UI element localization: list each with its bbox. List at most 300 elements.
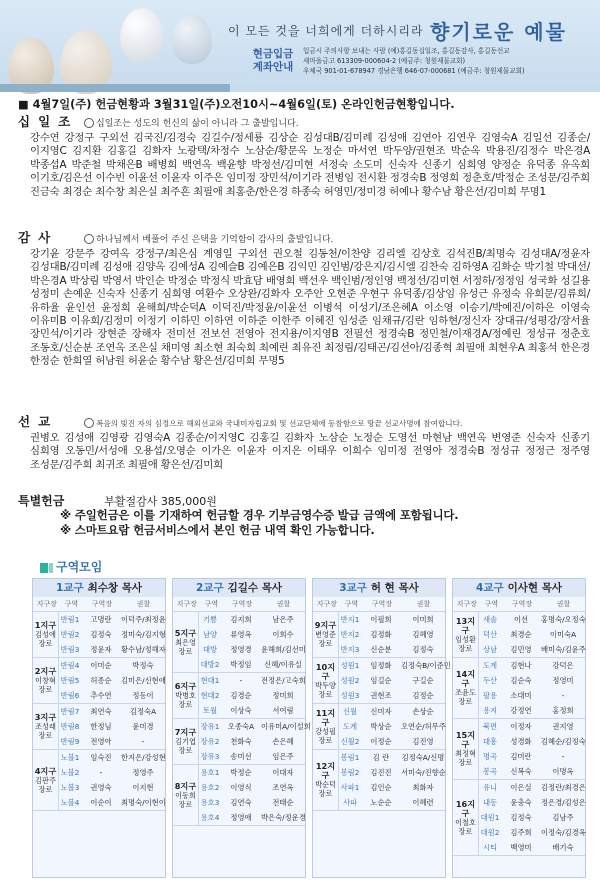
table-edge bbox=[0, 84, 230, 92]
group-leader-title: 장로 bbox=[178, 746, 193, 755]
zone-leader-cell: - bbox=[99, 768, 103, 777]
table-row bbox=[199, 749, 305, 764]
table-row bbox=[339, 704, 445, 719]
table-row bbox=[199, 642, 305, 657]
zone-cell: 신월2 bbox=[340, 736, 360, 746]
zone-cell: 대원1 bbox=[480, 812, 500, 822]
zone-leader-cell: 이순이 bbox=[90, 797, 112, 807]
zone-leader-cell: 허종순 bbox=[90, 675, 112, 685]
region-meeting-title bbox=[40, 558, 102, 575]
zone-cell: 장유1 bbox=[200, 721, 220, 731]
group-leader bbox=[173, 673, 199, 718]
note-line: ※ 스마트요람 헌금서비스에서 본인 헌금 내역 확인 가능합니다. bbox=[60, 523, 375, 537]
district-group bbox=[453, 780, 585, 856]
column-header: 지구장 bbox=[176, 600, 197, 608]
section-title: 십일조 bbox=[18, 114, 79, 129]
zone-cell: 봉곡 bbox=[482, 766, 498, 776]
egg-decoration bbox=[120, 8, 164, 62]
advisor-cell: 김진영 bbox=[412, 736, 434, 746]
group-leader-name: 이철호 bbox=[455, 817, 476, 827]
zone-cell: 반림9 bbox=[60, 736, 80, 746]
zone-cell: 대흥 bbox=[482, 736, 498, 746]
group-number: 16지구 bbox=[455, 798, 476, 818]
advisor-cell: 홍정희 bbox=[552, 705, 574, 715]
column-header: 권찰 bbox=[136, 600, 151, 608]
group-rows bbox=[59, 704, 165, 749]
table-row bbox=[339, 642, 445, 657]
column-headers bbox=[33, 597, 165, 612]
group-leader bbox=[173, 765, 199, 825]
header-banner bbox=[0, 0, 600, 92]
column-header: 구역 bbox=[204, 600, 219, 608]
zone-leader-cell: 윤충숙 bbox=[510, 797, 532, 807]
group-leader bbox=[33, 658, 59, 703]
group-leader-name: 김기엽 bbox=[175, 737, 196, 746]
zone-cell: 반림3 bbox=[60, 644, 80, 654]
zone-cell: 반림1 bbox=[60, 614, 80, 624]
group-leader-name: 변영준 bbox=[315, 630, 336, 639]
table-row bbox=[479, 810, 585, 825]
group-leader-title: 장로 bbox=[318, 689, 333, 699]
advisor-cell: 서미숙/진향순 bbox=[401, 767, 446, 777]
zone-cell: 내동 bbox=[482, 797, 498, 807]
table-row bbox=[59, 673, 165, 688]
zone-cell: 기쁨 bbox=[202, 614, 218, 624]
group-rows bbox=[479, 719, 585, 779]
group-leader bbox=[453, 612, 479, 657]
zone-cell: 반림6 bbox=[60, 690, 80, 700]
table-row bbox=[339, 688, 445, 703]
advisor-cell: 최명숙/이현이 bbox=[121, 797, 166, 807]
group-leader-name: 이창혁 bbox=[35, 676, 56, 685]
advisor-cell: 정동이 bbox=[132, 690, 154, 700]
zone-cell: 반림8 bbox=[60, 721, 80, 731]
column-header: 구역장 bbox=[371, 600, 393, 608]
district-groups bbox=[313, 612, 451, 811]
header-info-line: 입금시 주의사항 보내는 사람 (예)홍길동십일조, 홍길동감사, 홍길동선교 bbox=[303, 47, 510, 55]
zone-leader-cell: 백영미 bbox=[510, 842, 532, 852]
district-group bbox=[173, 673, 305, 719]
group-leader bbox=[313, 750, 339, 810]
zone-leader-cell: 김현나 bbox=[510, 660, 532, 670]
zone-leader-cell: 김미란 bbox=[510, 751, 532, 761]
district-groups bbox=[453, 612, 585, 856]
advisor-cell: 전태순 bbox=[272, 797, 294, 807]
zone-leader-cell: 고명란 bbox=[90, 614, 112, 624]
zone-cell: 반림5 bbox=[60, 675, 80, 685]
zone-leader-cell: 정영경 bbox=[230, 644, 252, 654]
advisor-cell: 이유미A/이설희 bbox=[261, 721, 311, 731]
zone-cell: 성원2 bbox=[340, 675, 360, 685]
advisor-cell: 배기숙 bbox=[552, 842, 574, 852]
advisor-cell: 손상순 bbox=[412, 706, 434, 716]
zone-leader-cell: 추수연 bbox=[90, 690, 112, 700]
advisor-cell: 이희수 bbox=[272, 629, 294, 639]
advisor-cell: - bbox=[561, 691, 565, 700]
zone-cell: 대방 bbox=[202, 644, 218, 654]
zone-cell: 반지2 bbox=[340, 629, 360, 639]
zone-cell: 남양 bbox=[202, 629, 218, 639]
advisor-cell: 이미숙A bbox=[549, 629, 577, 639]
group-number: 2지구 bbox=[34, 666, 57, 676]
table-row bbox=[59, 627, 165, 642]
table-row bbox=[479, 719, 585, 734]
table-row bbox=[199, 673, 305, 688]
column-header: 권찰 bbox=[556, 600, 571, 608]
table-row bbox=[339, 765, 445, 780]
zone-leader-cell: 김진진 bbox=[370, 767, 392, 777]
district-group bbox=[313, 612, 445, 658]
table-row bbox=[339, 780, 445, 795]
column-header: 구역장 bbox=[511, 600, 533, 608]
advisor-cell: 이미희 bbox=[412, 614, 434, 624]
group-leader-name: 박병호 bbox=[175, 691, 196, 700]
group-rows bbox=[199, 673, 305, 718]
zone-cell: 유니 bbox=[482, 782, 498, 792]
group-leader-title: 장로 bbox=[178, 646, 193, 656]
group-number: 10지구 bbox=[315, 661, 336, 681]
table-row bbox=[479, 703, 585, 718]
district-group bbox=[33, 612, 165, 658]
table-row bbox=[199, 780, 305, 795]
zone-leader-cell: 신복숙 bbox=[510, 766, 532, 776]
group-rows bbox=[479, 658, 585, 718]
group-leader-title: 장로 bbox=[458, 758, 473, 767]
advisor-cell: 이지현 bbox=[132, 782, 154, 792]
table-row bbox=[59, 719, 165, 734]
group-rows bbox=[339, 750, 445, 810]
advisor-cell: 임은주 bbox=[272, 751, 294, 761]
zone-leader-cell: 김정숙 bbox=[510, 812, 532, 822]
district-panel bbox=[312, 578, 451, 878]
district-group bbox=[453, 658, 585, 719]
district-group bbox=[173, 765, 305, 826]
district-group bbox=[453, 612, 585, 658]
section-mission bbox=[18, 412, 590, 472]
zone-leader-cell: 김인순 bbox=[370, 782, 392, 792]
zone-leader-cell: 정영애 bbox=[230, 812, 252, 822]
zone-leader-cell: 이정순 bbox=[370, 736, 392, 746]
table-row bbox=[199, 703, 305, 718]
zone-cell: 용지 bbox=[482, 705, 498, 715]
table-row bbox=[479, 612, 585, 627]
zone-leader-cell: 박상순 bbox=[370, 721, 392, 731]
advisor-cell: 전정은/고숙희 bbox=[261, 675, 306, 685]
advisor-cell: 이덕주/최정윤 bbox=[121, 614, 166, 624]
header-info-line: 새마을금고 613309-000604-2 (예금주: 청원제물교회) bbox=[303, 57, 466, 65]
group-leader bbox=[173, 719, 199, 764]
zone-leader-cell: 김정숙 bbox=[90, 629, 112, 639]
district-pastor: 허 현 목사 bbox=[370, 582, 419, 594]
advisor-cell: 정영주 bbox=[132, 767, 154, 777]
group-rows bbox=[479, 612, 585, 657]
advisor-cell: 신혜/이유실 bbox=[264, 659, 302, 669]
zone-leader-cell: 박정임 bbox=[230, 659, 252, 669]
group-number: 11지구 bbox=[315, 707, 336, 727]
zone-leader-cell: 임정화 bbox=[370, 660, 392, 670]
group-leader-title: 장로 bbox=[178, 700, 193, 709]
zone-leader-cell: 임길순 bbox=[370, 675, 392, 685]
district-pastor: 김길수 목사 bbox=[227, 582, 282, 594]
group-leader-name: 강성필 bbox=[315, 726, 336, 736]
group-number: 5지구 bbox=[174, 627, 197, 638]
zone-leader-cell: 노순순 bbox=[370, 797, 392, 807]
advisor-cell: 오연순/허무주 bbox=[401, 721, 446, 731]
zone-cell: 봉림2 bbox=[340, 767, 360, 777]
group-rows bbox=[479, 780, 585, 855]
column-header: 권찰 bbox=[416, 600, 431, 608]
zone-cell: 상남 bbox=[482, 644, 498, 654]
zone-leader-cell: 송미선 bbox=[230, 751, 252, 761]
table-row bbox=[59, 780, 165, 795]
group-leader bbox=[453, 658, 479, 718]
offering-summary-heading: ■ 4월7일(주) 헌금현황과 3월31일(주)오전10시~4월6일(토) 온라인헌금현황입니다. bbox=[18, 98, 455, 111]
table-row bbox=[339, 795, 445, 810]
advisor-cell: 김정란/최경은 bbox=[541, 782, 586, 792]
advisor-cell: 정은경/김성은 bbox=[541, 797, 586, 807]
zone-cell: 성원3 bbox=[340, 690, 360, 700]
group-rows bbox=[59, 658, 165, 703]
zone-cell: 사파 bbox=[342, 797, 358, 807]
section-title: 감사 bbox=[18, 230, 59, 245]
advisor-cell: 배미숙/김윤주 bbox=[541, 644, 586, 654]
zone-leader-cell: 신미자 bbox=[370, 706, 392, 716]
section-desc: 하나님께서 베풀어 주신 은택을 기억함이 감사의 출발입니다. bbox=[96, 235, 334, 245]
zone-cell: 현대2 bbox=[200, 690, 220, 700]
group-leader-title: 장로 bbox=[458, 826, 473, 836]
group-leader bbox=[173, 612, 199, 672]
group-leader bbox=[313, 658, 339, 703]
zone-cell: 반지1 bbox=[340, 614, 360, 624]
zone-leader-cell: 이정자 bbox=[510, 721, 532, 731]
zone-cell: 봉림1 bbox=[340, 752, 360, 762]
advisor-cell: 조연옥 bbox=[272, 782, 294, 792]
table-row bbox=[339, 658, 451, 673]
table-row bbox=[59, 612, 165, 627]
district-pastor: 최수창 목사 bbox=[87, 582, 142, 594]
table-row bbox=[479, 795, 585, 810]
district-group bbox=[453, 719, 585, 780]
advisor-cell: 이대자 bbox=[272, 767, 294, 777]
group-leader-name: 이동희 bbox=[175, 790, 196, 800]
zone-cell: 반림2 bbox=[60, 629, 80, 639]
advisor-cell: 윤해희/김선미 bbox=[261, 644, 306, 654]
zone-leader-cell: 이은실 bbox=[510, 782, 532, 792]
zone-leader-cell: 정윤자 bbox=[90, 644, 112, 654]
table-row bbox=[339, 612, 445, 627]
zone-cell: 두산 bbox=[482, 675, 498, 685]
zone-cell: 용호2 bbox=[200, 782, 220, 792]
advisor-cell: 김정숙A/신명 bbox=[401, 752, 445, 762]
table-row bbox=[479, 825, 585, 840]
advisor-cell: 정미희 bbox=[272, 690, 294, 700]
group-leader-title: 장로 bbox=[178, 799, 193, 809]
zone-cell: 용호1 bbox=[200, 767, 220, 777]
section-desc: 십일조는 성도의 헌신의 삶이 아니라 그 출발입니다. bbox=[96, 119, 299, 129]
table-row bbox=[339, 719, 445, 734]
advisor-cell: 김정숙A bbox=[129, 706, 157, 716]
district-header bbox=[33, 579, 165, 597]
section-desc: 복음의 빛진 자의 심정으로 해외선교와 국내미자립교회 및 선교단체에 동참함으로 땅끝 선교사명에 참여합니다. bbox=[96, 419, 463, 428]
group-leader-title: 장로 bbox=[38, 731, 53, 740]
column-header: 구역장 bbox=[91, 600, 113, 608]
zone-cell: 도계 bbox=[482, 660, 498, 670]
district-group bbox=[313, 658, 451, 704]
advisor-cell: 정영미 bbox=[552, 675, 574, 685]
zone-cell: 대원2 bbox=[480, 827, 500, 837]
district-group bbox=[33, 658, 165, 704]
name-list: 권병오 김성애 김영광 김영숙A 김종순/이지영C 김홍길 김화자 노삼순 노정순 도영선 마현남 백연옥 변영준 신숙자 신종기 심희영 오동민/서성애 오용섭/오영순 이가은 이윤자 이지은 이태우 이희수 임미정 전영아 정경숙B 정성규 정정근 정주영 조성문/김주희 최귀조 최필애 황은선/김미희 bbox=[30, 432, 590, 471]
advisor-cell: 김혜순/김정숙 bbox=[541, 736, 586, 746]
group-number: 6지구 bbox=[174, 681, 197, 691]
zone-cell: 용호4 bbox=[200, 812, 220, 822]
zone-leader-cell: 김순숙 bbox=[510, 675, 532, 685]
advisor-cell: 김미은/신현애 bbox=[121, 675, 166, 685]
group-rows bbox=[59, 750, 165, 810]
column-header: 구역 bbox=[64, 600, 79, 608]
circle-icon bbox=[84, 418, 94, 428]
group-leader bbox=[33, 704, 59, 749]
group-leader-name: 최정혁 bbox=[455, 749, 476, 758]
table-row bbox=[199, 765, 305, 780]
group-rows bbox=[199, 719, 311, 764]
table-row bbox=[479, 764, 585, 779]
advisor-cell: 박정숙 bbox=[132, 660, 154, 670]
table-row bbox=[479, 734, 585, 749]
zone-leader-cell: 임숙진 bbox=[90, 752, 112, 762]
egg-decoration bbox=[172, 14, 212, 64]
zone-leader-cell: 최연숙 bbox=[90, 706, 112, 716]
zone-cell: 용호3 bbox=[200, 797, 220, 807]
zone-leader-cell: 신순분 bbox=[370, 644, 392, 654]
district-group bbox=[313, 750, 445, 811]
advisor-cell: 김정순 bbox=[412, 690, 434, 700]
header-account-info bbox=[303, 46, 595, 76]
zone-cell: 북면 bbox=[482, 721, 498, 731]
advisor-cell: 정미숙/김지형 bbox=[121, 629, 166, 639]
circle-icon bbox=[84, 118, 94, 128]
group-leader bbox=[33, 750, 59, 810]
table-row bbox=[479, 780, 585, 795]
group-leader bbox=[453, 719, 479, 779]
table-row bbox=[339, 734, 445, 749]
zone-cell: 장유2 bbox=[200, 736, 220, 746]
zone-cell: 성원1 bbox=[340, 660, 360, 670]
group-number: 3지구 bbox=[34, 712, 57, 722]
header-info-line: 우체국 901-01-678947 경남은행 646-07-000681 (예금주: 청원제물교회) bbox=[303, 67, 525, 75]
group-leader-title: 장로 bbox=[458, 643, 473, 653]
column-header: 구역 bbox=[344, 600, 359, 608]
table-row bbox=[199, 627, 305, 642]
zone-leader-cell: 김민영 bbox=[510, 644, 532, 654]
zone-cell: 새솔 bbox=[482, 614, 498, 624]
zone-cell: 현대1 bbox=[200, 675, 220, 685]
table-row bbox=[479, 642, 585, 657]
advisor-cell: - bbox=[141, 737, 145, 746]
column-header: 구역 bbox=[484, 600, 499, 608]
group-rows bbox=[339, 704, 445, 749]
note-line: ※ 주일헌금은 이를 기재하여 헌금할 경우 기부금영수증 발급 금액에 포함됩니다. bbox=[60, 508, 459, 522]
group-leader bbox=[313, 704, 339, 749]
district-group bbox=[313, 704, 445, 750]
table-row bbox=[339, 673, 445, 688]
zone-cell: 사파1 bbox=[340, 782, 360, 792]
zone-leader-cell: 김연숙 bbox=[230, 797, 252, 807]
table-row bbox=[199, 688, 305, 703]
column-header: 구역장 bbox=[231, 600, 253, 608]
zone-cell: 신월 bbox=[342, 706, 358, 716]
group-number: 9지구 bbox=[314, 620, 337, 630]
group-leader-title: 장로 bbox=[318, 639, 333, 648]
group-number: 1지구 bbox=[34, 620, 57, 630]
zone-leader-cell: - bbox=[239, 676, 243, 685]
zone-leader-cell: 이미순 bbox=[90, 660, 112, 670]
table-row bbox=[479, 658, 585, 673]
zone-leader-cell: 이필희 bbox=[370, 614, 392, 624]
section-header bbox=[18, 112, 590, 130]
zone-leader-cell: 한정님 bbox=[90, 721, 112, 731]
district-header bbox=[173, 579, 305, 597]
advisor-cell: 윤미경 bbox=[132, 721, 154, 731]
district-group bbox=[173, 612, 305, 673]
zone-cell: 노블2 bbox=[60, 767, 80, 777]
table-row bbox=[339, 627, 445, 642]
region-meeting-label: 구역모임 bbox=[56, 560, 103, 574]
advisor-cell: 김혜영 bbox=[412, 629, 434, 639]
advisor-cell: 최화자 bbox=[412, 782, 434, 792]
district-panel bbox=[172, 578, 311, 878]
group-number: 15지구 bbox=[455, 730, 476, 749]
table-row bbox=[59, 704, 165, 719]
column-header: 지구장 bbox=[36, 600, 57, 608]
group-leader bbox=[33, 612, 59, 657]
column-header: 지구장 bbox=[316, 600, 337, 608]
table-row bbox=[199, 795, 305, 810]
zone-leader-cell: 김 란 bbox=[372, 752, 390, 762]
zone-cell: 반지3 bbox=[340, 644, 360, 654]
group-leader-title: 장로 bbox=[318, 735, 333, 745]
zone-cell: 도계 bbox=[342, 721, 358, 731]
zone-leader-cell: 성경화 bbox=[510, 736, 532, 746]
group-rows bbox=[339, 612, 445, 657]
special-offering-value: 부활절감사 385,000원 bbox=[104, 495, 217, 508]
advisor-cell: 김남주 bbox=[552, 812, 574, 822]
advisor-cell: 권지영 bbox=[552, 721, 574, 731]
table-row bbox=[59, 750, 165, 765]
zone-leader-cell: 박정순 bbox=[230, 767, 252, 777]
advisor-cell: 이명옥 bbox=[552, 766, 574, 776]
zone-leader-cell: 이영식 bbox=[230, 782, 252, 792]
zone-cell: 시티 bbox=[482, 842, 498, 852]
table-row bbox=[479, 673, 585, 688]
group-leader-name: 조성래 bbox=[35, 722, 56, 731]
section-header bbox=[18, 412, 590, 430]
group-leader-name: 김판주 bbox=[35, 775, 56, 785]
column-headers bbox=[453, 597, 585, 612]
table-row bbox=[479, 749, 585, 764]
group-number: 7지구 bbox=[174, 727, 197, 737]
group-leader-title: 장로 bbox=[38, 685, 53, 694]
advisor-cell: - bbox=[561, 752, 565, 761]
zone-leader-cell: 오종숙A bbox=[227, 721, 255, 731]
advisor-cell: 이혜련 bbox=[412, 797, 434, 807]
zone-cell: 토월 bbox=[202, 705, 218, 715]
table-row bbox=[199, 719, 311, 734]
name-list: 강기윤 강문주 강여옥 강정구/최은심 계영일 구외선 권오철 김동천/이찬양 김리엘 김상호 김석진B/최명숙 김성대A/정윤자 김성대B/김미례 김성애 김양옥 김예성A 김예슬B 김예은B 김익민 김인범/강은지/김시엘 김찬숙 김하영A 김화순 박기철 박대선/박은경A 박상림 박영서 박인순 박정순 박정식 박효담 배영희 백선우 백인범/정인영 백정선/김미현 서정하/정정임 성국화 성길용 성정미 손예운 신숙자 신종기 심희영 여환수 오상완/김화자 오주안 오현준 우현구 유덕종/김상임 유성근 유정숙 유희문/김류희/유하율 윤인선 윤정희 윤해희/박순덕A 이덕진/박정윤/이윤선 이병석 이성기/조은혜A 이소영 이승기/박예진/이하은 이영숙 이유미B 이유희/김정미 이정기 이하민 이하연 이하준 이한주 이혜진 임성준 임채규/김란 임하현/정신자 장대규/성평강/장서율 장민석/이기라 장현준 장해자 전미선 전보선 전영아 전지용/이지영B 전필선 정경숙B 정민철/이재경A/정예린 정성규 정춘호 조동호/신순분 조연옥 조은실 채미영 최소현 최숙희 최예린 최유진 최정림/김태곤/김선아/김종혁 최필애 최현우A 최홍석 한은경 한정순 한희열 허남원 허윤순 황수남 황은선/김미희 무명5 bbox=[30, 248, 590, 368]
advisor-cell: 황수남/정해자 bbox=[121, 644, 166, 654]
group-leader bbox=[313, 612, 339, 657]
circle-icon bbox=[84, 234, 94, 244]
